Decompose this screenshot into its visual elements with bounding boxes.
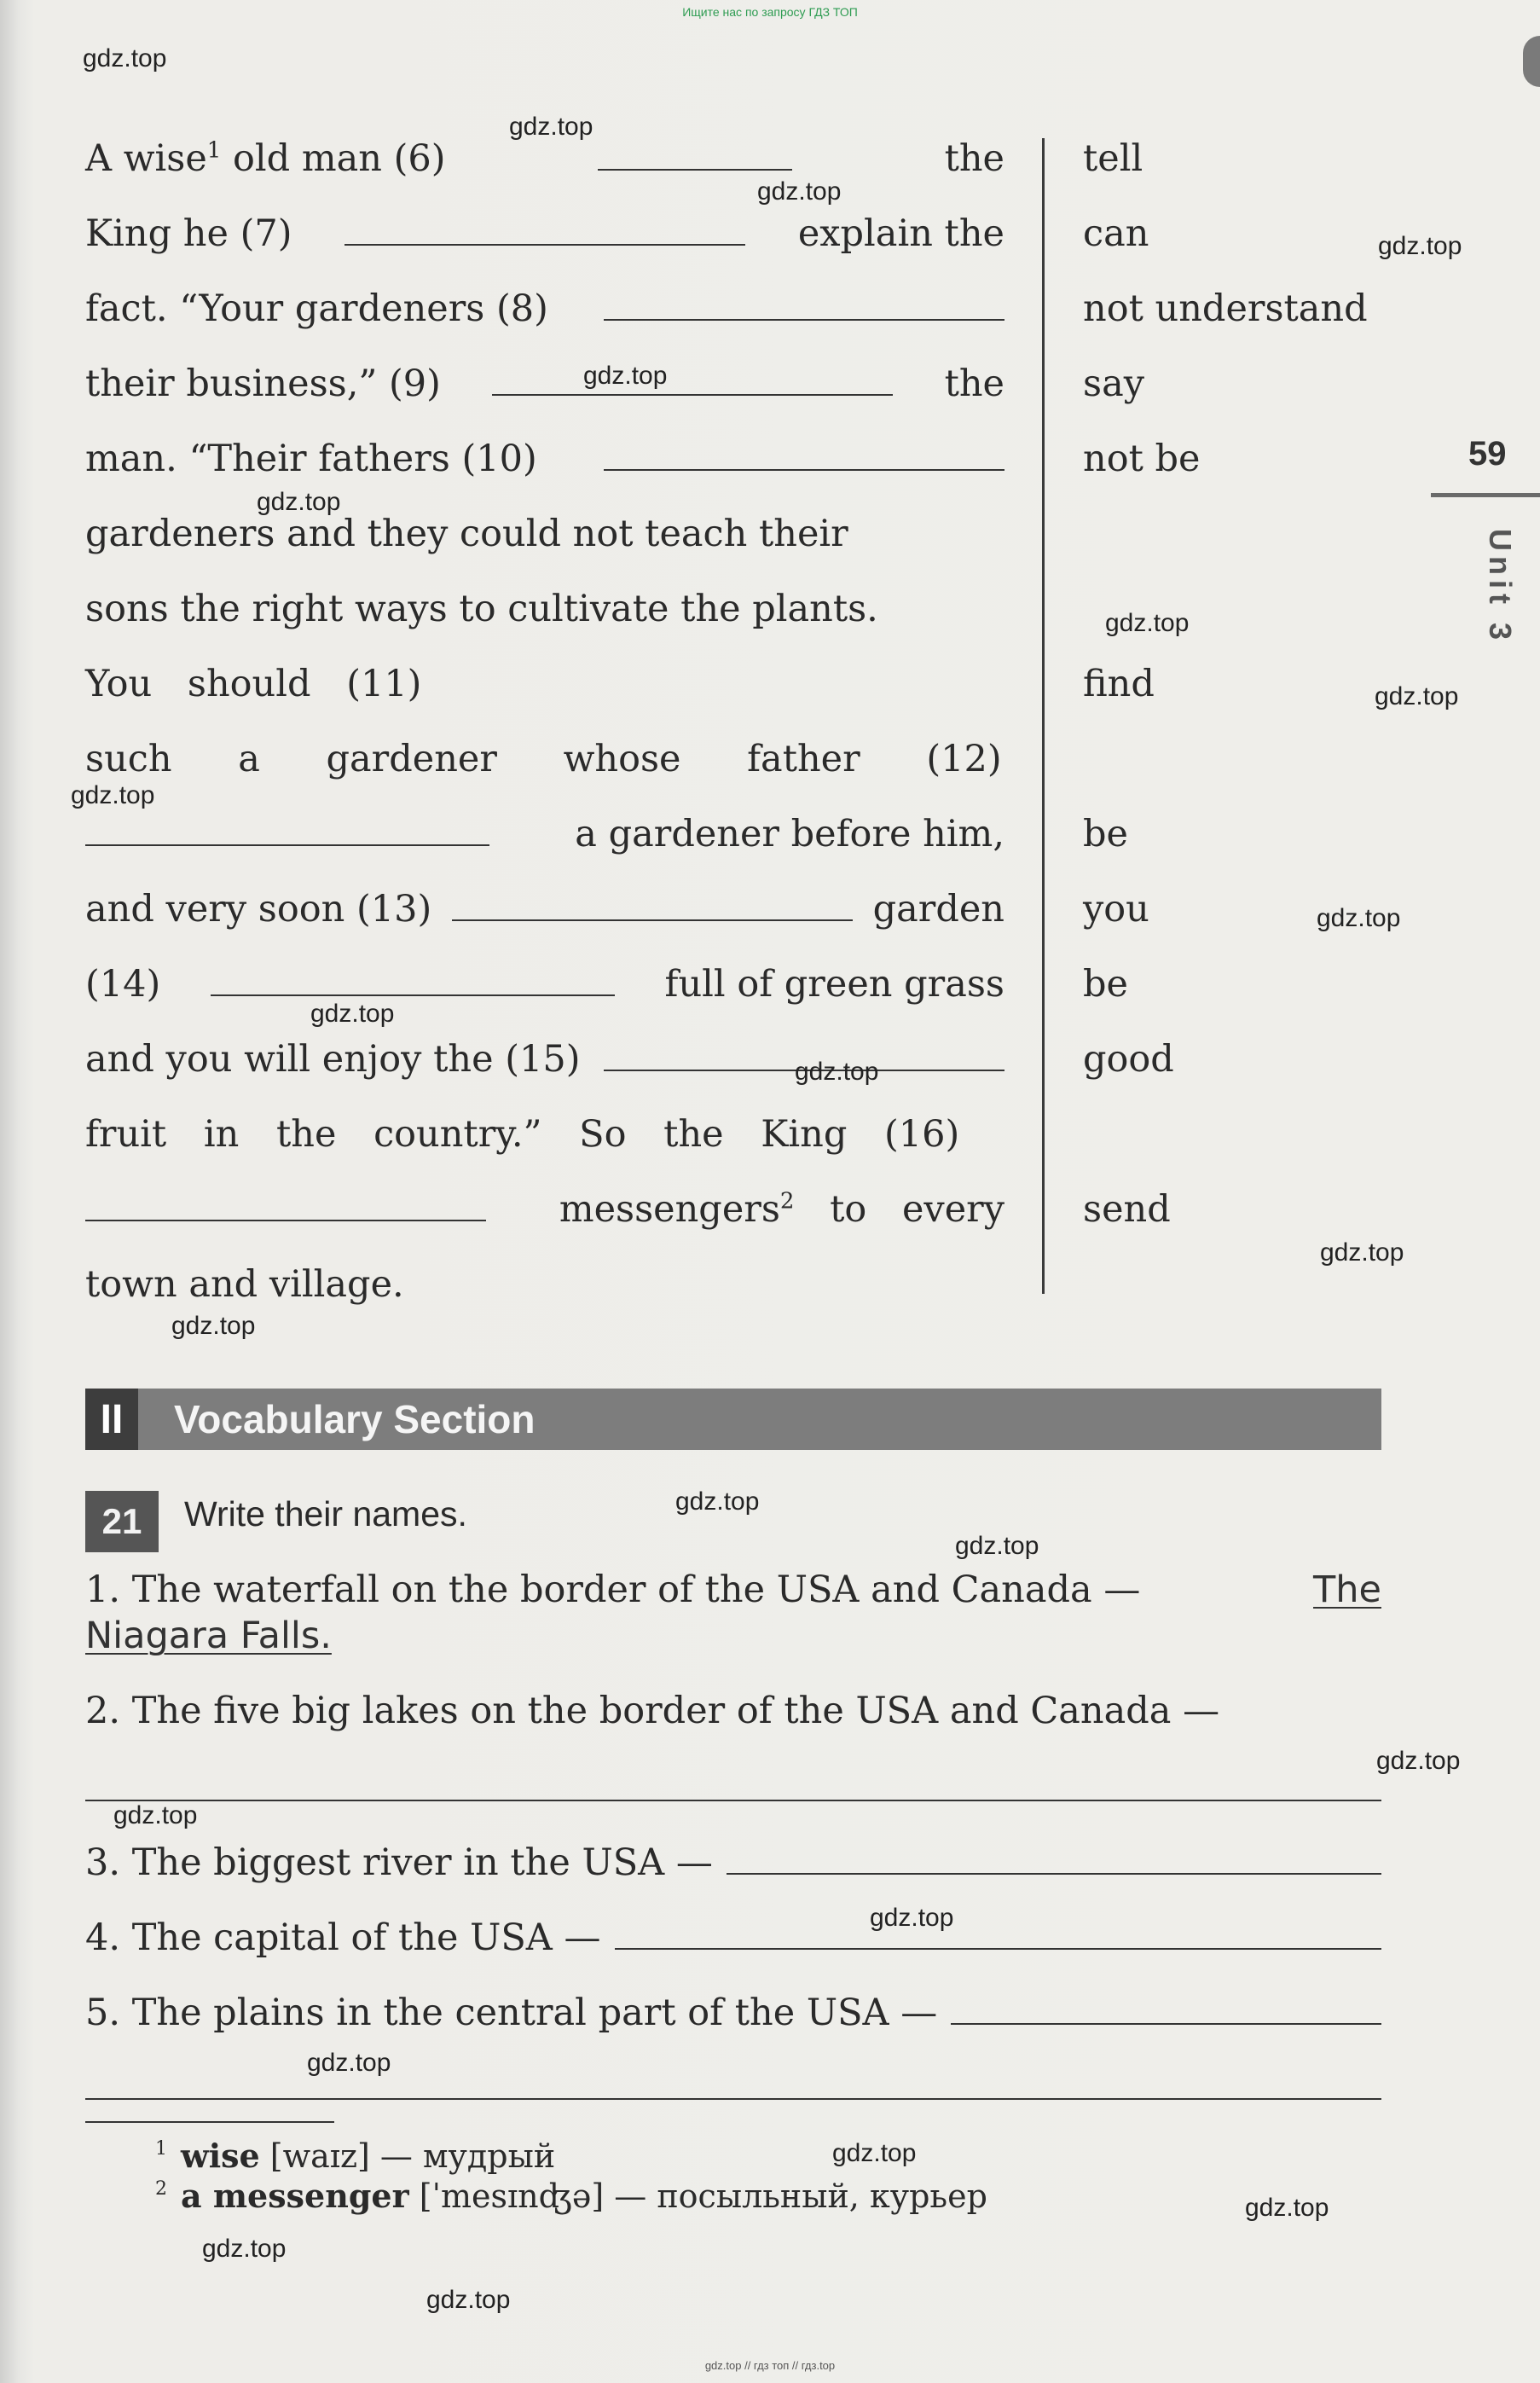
column-divider (1042, 138, 1045, 1294)
blank-12[interactable] (85, 815, 489, 846)
exercise-instruction: Write their names. (184, 1494, 467, 1534)
blank-14[interactable] (211, 965, 615, 996)
answer-line-4[interactable] (615, 1919, 1382, 1950)
page-number-rule (1431, 493, 1540, 497)
footnote-1: 1 wise [waɪz] — мудрый (155, 2137, 556, 2175)
watermark: gdz.top (1376, 1747, 1461, 1775)
watermark: gdz.top (426, 2286, 511, 2314)
blank-9[interactable] (492, 365, 893, 396)
verb-15: good (1083, 1038, 1174, 1081)
watermark: gdz.top (83, 44, 167, 72)
exercise-number: 21 (85, 1491, 159, 1552)
watermark: gdz.top (509, 113, 593, 141)
watermark: gdz.top (757, 177, 842, 206)
question-1: 1. The waterfall on the border of the USA and Canada — The (85, 1564, 1381, 1615)
verb-11: find (1083, 663, 1155, 705)
watermark: gdz.top (583, 362, 668, 390)
verb-16: send (1083, 1188, 1171, 1231)
watermark: gdz.top (675, 1487, 760, 1516)
top-note: Ищите нас по запросу ГДЗ ТОП (682, 5, 858, 19)
watermark: gdz.top (1317, 904, 1401, 932)
reading-line-12: (14) full of green grass (85, 963, 1004, 1006)
verb-10: not be (1083, 438, 1201, 480)
watermark: gdz.top (171, 1312, 256, 1340)
watermark: gdz.top (1105, 609, 1190, 637)
verb-14: be (1083, 963, 1128, 1006)
question-5: 5. The plains in the central part of the USA — (85, 1987, 1381, 2038)
watermark: gdz.top (257, 488, 341, 516)
blank-13[interactable] (452, 890, 853, 921)
answer-1b: Niagara Falls. (85, 1615, 332, 1657)
reading-line-1: A wise$^1$ old man (6) the (85, 137, 1004, 180)
answer-1a: The (1313, 1568, 1381, 1611)
answer-line-5[interactable] (951, 1994, 1381, 2025)
verb-8: not understand (1083, 287, 1368, 330)
verb-12: be (1083, 813, 1128, 855)
reading-line-14: fruit in the country.” So the King (16) (85, 1113, 960, 1156)
verb-13: you (1083, 888, 1149, 931)
reading-line-6: gardeners and they could not teach their (85, 513, 848, 555)
section-title: Vocabulary Section (174, 1397, 536, 1441)
blank-16[interactable] (85, 1191, 486, 1221)
watermark: gdz.top (832, 2139, 917, 2167)
blank-7[interactable] (344, 215, 745, 246)
verb-9: say (1083, 362, 1144, 405)
answer-line-5b[interactable] (85, 2098, 1381, 2100)
question-3: 3. The biggest river in the USA — (85, 1837, 1381, 1888)
footnote-2: 2 a messenger [ˈmesɪnʤə] — посыльный, курьер (155, 2177, 987, 2215)
blank-6[interactable] (598, 140, 792, 171)
answer-line-2[interactable] (85, 1800, 1381, 1801)
verb-7: can (1083, 212, 1149, 255)
reading-line-16: town and village. (85, 1263, 404, 1306)
reading-line-13: and you will enjoy the (15) (85, 1034, 1004, 1085)
section-number: II (85, 1389, 138, 1450)
reading-line-5: man. “Their fathers (10) (85, 433, 1004, 484)
verb-6: tell (1083, 137, 1143, 180)
watermark: gdz.top (307, 2049, 391, 2077)
page-number: 59 (1468, 435, 1507, 473)
reading-line-7: sons the right ways to cultivate the plants. (85, 588, 878, 630)
reading-line-8: You should (11) (85, 663, 422, 705)
unit-label: Unit 3 (1483, 529, 1518, 646)
answer-line-3[interactable] (727, 1844, 1381, 1875)
question-1-answer (85, 1610, 1381, 1661)
question-2: 2. The five big lakes on the border of the USA and Canada — (85, 1690, 1220, 1732)
blank-8[interactable] (604, 290, 1004, 321)
watermark: gdz.top (955, 1532, 1039, 1560)
reading-line-2: King he (7) explain the (85, 212, 1004, 255)
reading-line-11: and very soon (13) garden (85, 888, 1004, 931)
watermark: gdz.top (202, 2235, 287, 2263)
reading-line-4: their business,” (9) the (85, 362, 1004, 405)
bottom-note: gdz.top // гдз топ // гдз.top (704, 2359, 836, 2372)
watermark: gdz.top (1375, 682, 1459, 710)
watermark: gdz.top (310, 1000, 395, 1028)
watermark: gdz.top (1320, 1238, 1404, 1267)
watermark: gdz.top (1378, 232, 1462, 260)
reading-line-9: such a gardener whose father (12) (85, 738, 1002, 780)
watermark: gdz.top (71, 781, 155, 809)
page-edge-tab (1523, 36, 1540, 87)
reading-line-3: fact. “Your gardeners (8) (85, 283, 1004, 334)
question-4: 4. The capital of the USA — (85, 1912, 1381, 1963)
blank-10[interactable] (604, 440, 1004, 471)
footnote-rule (85, 2121, 334, 2123)
watermark: gdz.top (1245, 2194, 1329, 2222)
reading-line-10: a gardener before him, (85, 809, 1004, 860)
watermark: gdz.top (870, 1904, 954, 1932)
vocabulary-section-header (85, 1389, 1381, 1450)
watermark: gdz.top (795, 1058, 879, 1086)
reading-line-15: messengers$^2$ to every (85, 1184, 1004, 1235)
watermark: gdz.top (113, 1801, 198, 1829)
